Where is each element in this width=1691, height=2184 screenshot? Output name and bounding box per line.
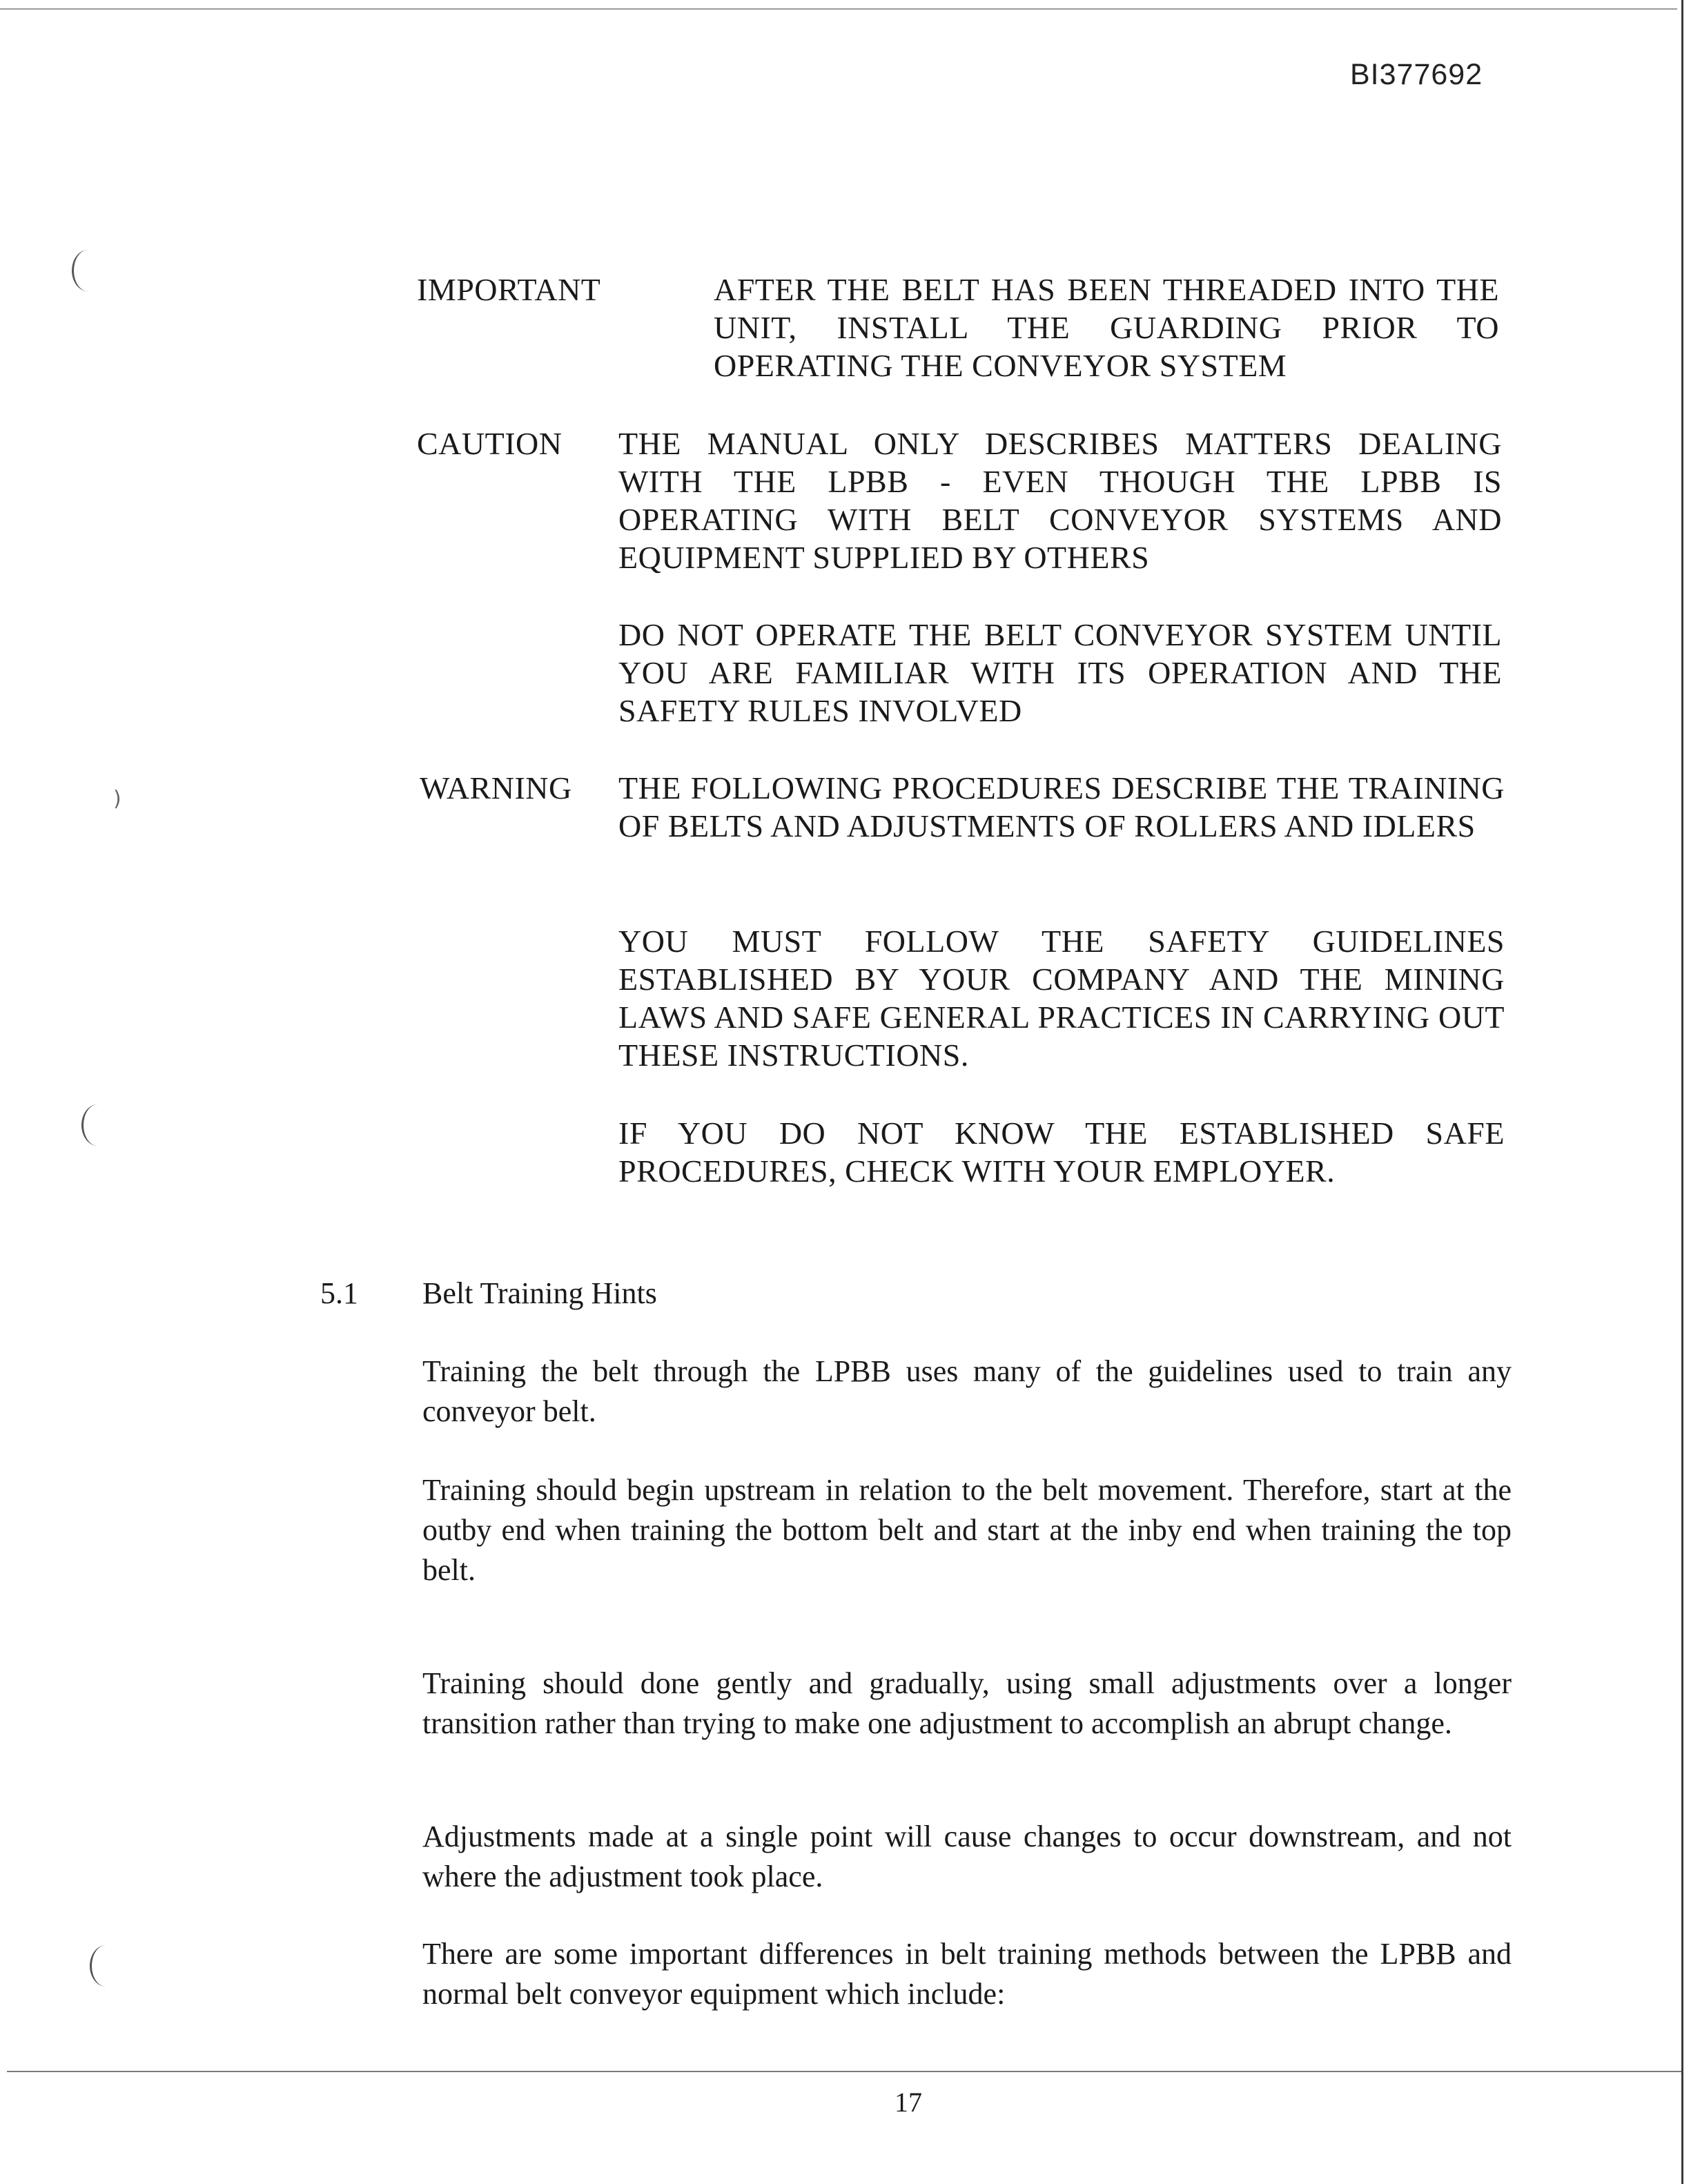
punch-hole-mark [72,250,104,291]
caution-paragraph: THE MANUAL ONLY DESCRIBES MATTERS DEALING WITH THE LPBB - EVEN THOUGH THE LPBB IS OPERATING WITH BELT CONVEYOR SYSTEMS AND EQUIPMENT SUPPLIED BY OTHERS [618,426,1502,575]
page-number: 17 [895,2087,922,2118]
warning-paragraph: THE FOLLOWING PROCEDURES DESCRIBE THE TRAINING OF BELTS AND ADJUSTMENTS OF ROLLERS AND IDLERS [618,770,1505,844]
body-paragraph: Training the belt through the LPBB uses many of the guidelines used to train any conveyor belt. [422,1354,1512,1428]
punch-hole-mark [81,1104,114,1146]
body-paragraph: Training should done gently and gradually, using small adjustments over a longer transition rather than trying to make one adjustment to accomplish an abrupt change. [422,1666,1512,1740]
scan-speck: ) [113,787,121,811]
warning-paragraph: YOU MUST FOLLOW THE SAFETY GUIDELINES ESTABLISHED BY YOUR COMPANY AND THE MINING LAWS AND SAFE GENERAL PRACTICES IN CARRYING OUT THESE INSTRUCTIONS. [618,924,1505,1073]
important-text: AFTER THE BELT HAS BEEN THREADED INTO THE UNIT, INSTALL THE GUARDING PRIOR TO OPERATING THE CONVEYOR SYSTEM [714,272,1499,383]
scan-top-edge [0,8,1677,10]
scan-right-edge [1681,0,1683,2184]
important-label: IMPORTANT [417,272,601,307]
footer-rule [7,2071,1681,2072]
warning-label: WARNING [420,770,572,806]
section-title: Belt Training Hints [422,1276,657,1310]
body-paragraph: There are some important differences in belt training methods between the LPBB and normal belt conveyor equipment which include: [422,1937,1512,2011]
punch-hole-mark [90,1945,122,1987]
caution-label: CAUTION [417,426,563,461]
document-id: BI377692 [1350,58,1483,91]
warning-paragraph: IF YOU DO NOT KNOW THE ESTABLISHED SAFE PROCEDURES, CHECK WITH YOUR EMPLOYER. [618,1115,1505,1189]
body-paragraph: Adjustments made at a single point will cause changes to occur downstream, and not where the adjustment took place. [422,1820,1512,1893]
body-paragraph: Training should begin upstream in relation to the belt movement. Therefore, start at the outby end when training the bottom belt and start at the inby end when training the top belt. [422,1473,1512,1587]
section-number: 5.1 [320,1276,358,1310]
caution-paragraph: DO NOT OPERATE THE BELT CONVEYOR SYSTEM UNTIL YOU ARE FAMILIAR WITH ITS OPERATION AND THE SAFETY RULES INVOLVED [618,617,1502,728]
